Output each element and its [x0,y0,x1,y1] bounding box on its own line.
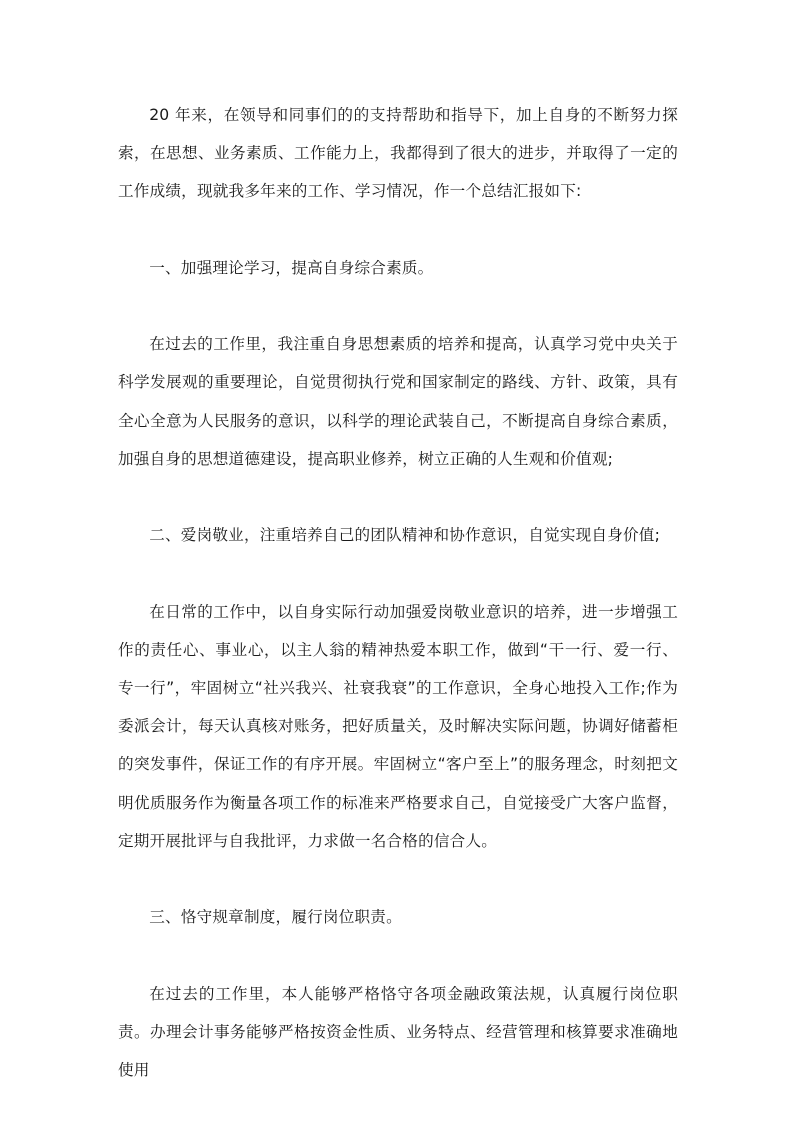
section-body-2: 在日常的工作中，以自身实际行动加强爱岗敬业意识的培养，进一步增强工作的责任心、事业心，以主人翁的精神热爱本职工作，做到“干一行、爱一行、专一行”，牢固树立“社兴我兴、社衰我衰”的工作意识，全身心地投入工作;作为委派会计，每天认真核对账务，把好质量关，及时解决实际问题，协调好储蓄柜的突发事件，保证工作的有序开展。牢固树立“客户至上”的服务理念，时刻把文明优质服务作为衡量各项工作的标准来严格要求自己，自觉接受广大客户监督，定期开展批评与自我批评，力求做一名合格的信合人。 [118,602,678,850]
paragraph-gap [118,936,678,974]
paragraph-gap [118,287,678,325]
section-heading-1: 一、加强理论学习，提高自身综合素质。 [149,258,434,277]
paragraph-gap [118,478,678,516]
paragraph-gap [118,860,678,898]
intro-paragraph: 20 年来，在领导和同事们的的支持帮助和指导下，加上自身的不断努力探索，在思想、业务素质、工作能力上，我都得到了很大的进步，并取得了一定的工作成绩，现就我多年来的工作、学习情况，作一个总结汇报如下: [118,106,678,201]
section-body-1: 在过去的工作里，我注重自身思想素质的培养和提高，认真学习党中央关于科学发展观的重要理论，自觉贯彻执行党和国家制定的路线、方针、政策，具有全心全意为人民服务的意识，以科学的理论武装自己，不断提高自身综合素质，加强自身的思想道德建设，提高职业修养，树立正确的人生观和价值观; [118,335,678,468]
paragraph-gap [118,554,678,592]
section-heading-3: 三、恪守规章制度，履行岗位职责。 [149,908,402,927]
section-body-3: 在过去的工作里，本人能够严格恪守各项金融政策法规，认真履行岗位职责。办理会计事务能够严格按资金性质、业务特点、经营管理和核算要求准确地使用 [118,984,678,1079]
paragraph-gap [118,211,678,249]
document-page [118,96,678,1089]
section-heading-2: 二、爱岗敬业，注重培养自己的团队精神和协作意识，自觉实现自身价值; [149,526,661,545]
